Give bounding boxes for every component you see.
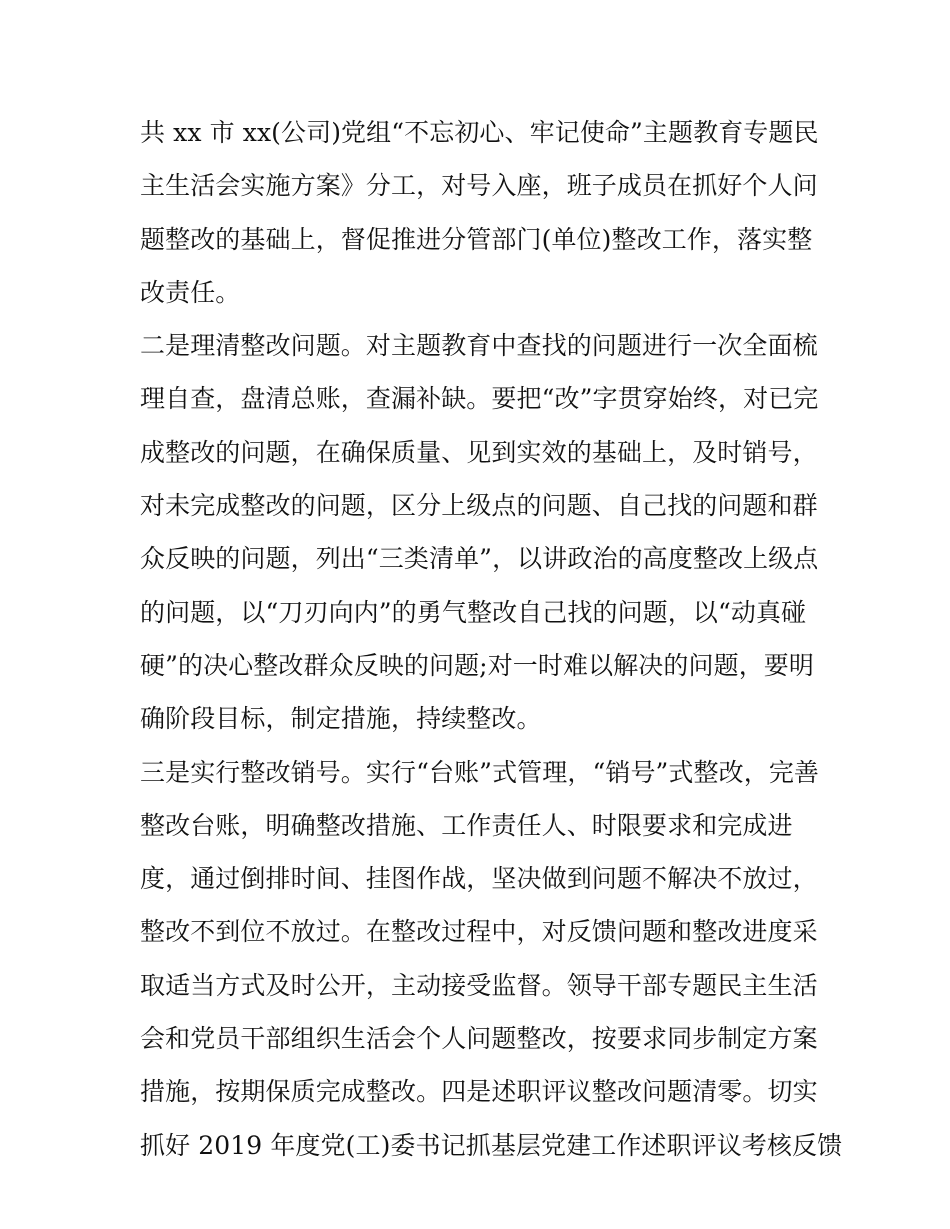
- text-line: 取适当方式及时公开，主动接受监督。领导干部专题民主生活: [140, 970, 818, 1000]
- text-line: 众反映的问题，列出“三类清单”，以讲政治的高度整改上级点: [140, 544, 819, 574]
- text-line: 共 xx 市 xx(公司)党组“不忘初心、牢记使命”主题教育专题民: [140, 118, 819, 147]
- text-line: 三是实行整改销号。实行“台账”式管理，“销号”式整改，完善: [140, 757, 820, 787]
- text-line: 题整改的基础上，督促推进分管部门(单位)整改工作，落实整: [140, 224, 813, 254]
- document-body: [140, 106, 843, 1172]
- text-line: 硬”的决心整改群众反映的问题;对一时难以解决的问题，要明: [140, 650, 815, 680]
- text-line: 抓好 2019 年度党(工)委书记抓基层党建工作述职评议考核反馈: [140, 1130, 843, 1160]
- text-line: 措施，按期保质完成整改。四是述职评议整改问题清零。切实: [140, 1077, 818, 1107]
- text-line: 的问题，以“刀刃向内”的勇气整改自己找的问题，以“动真碰: [140, 597, 807, 627]
- text-line: 会和党员干部组织生活会个人问题整改，按要求同步制定方案: [140, 1024, 818, 1054]
- text-line: 整改台账，明确整改措施、工作责任人、时限要求和完成进: [140, 810, 793, 840]
- text-line: 主生活会实施方案》分工，对号入座，班子成员在抓好个人问: [140, 171, 818, 201]
- text-line: 确阶段目标，制定措施，持续整改。: [140, 704, 542, 734]
- text-line: 度，通过倒排时间、挂图作战，坚决做到问题不解决不放过，: [140, 864, 818, 894]
- text-line: 成整改的问题，在确保质量、见到实效的基础上，及时销号，: [140, 437, 818, 467]
- text-line: 二是理清整改问题。对主题教育中查找的问题进行一次全面梳: [140, 331, 818, 361]
- text-line: 改责任。: [140, 277, 241, 307]
- text-line: 对未完成整改的问题，区分上级点的问题、自己找的问题和群: [140, 491, 818, 521]
- text-line: 整改不到位不放过。在整改过程中，对反馈问题和整改进度采: [140, 917, 818, 947]
- text-line: 理自查，盘清总账，查漏补缺。要把“改”字贯穿始终，对已完: [140, 384, 819, 414]
